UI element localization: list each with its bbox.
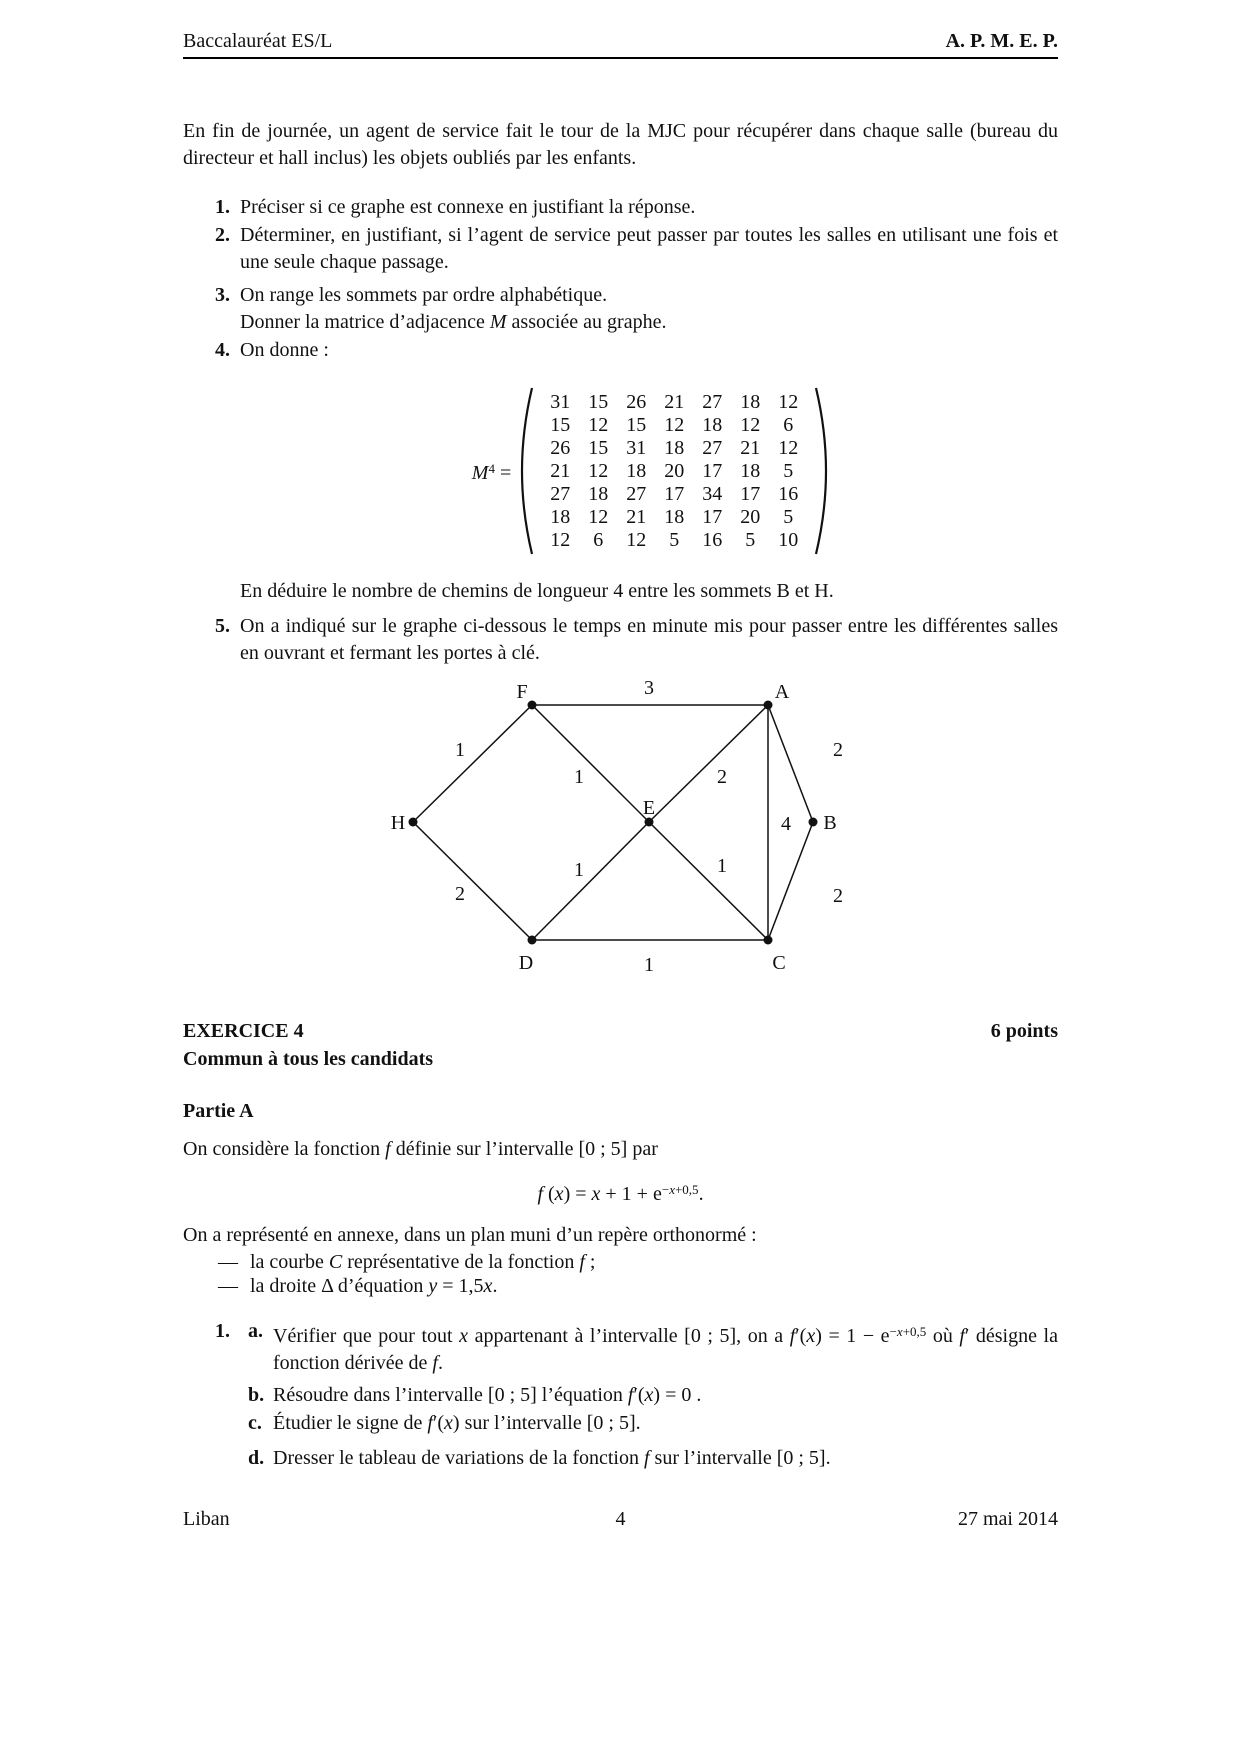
matrix-cell: 5 xyxy=(669,528,680,551)
text-segment: M xyxy=(489,311,507,333)
matrix-row xyxy=(541,414,807,437)
intro-paragraph: En fin de journée, un agent de service fait le tour de la MJC pour récupérer dans chaque salle (bureau du directeur et hall inclus) les objets oubliés par les enfants. xyxy=(183,120,1058,169)
matrix-cell: 17 xyxy=(740,482,761,505)
text-segment: On considère la fonction xyxy=(183,1138,386,1160)
function-formula xyxy=(183,1176,1058,1208)
matrix-cell: 16 xyxy=(778,482,799,505)
bullet-line-text xyxy=(250,1273,1058,1300)
matrix-cell: 20 xyxy=(664,459,685,482)
matrix-cell: 18 xyxy=(740,459,761,482)
matrix-cell: 12 xyxy=(550,528,571,551)
text-segment: + 1 + e xyxy=(600,1182,662,1205)
text-segment: x xyxy=(483,1275,493,1297)
sub-question-c xyxy=(183,1410,1058,1437)
graph-edge-weight-H-D: 2 xyxy=(455,883,465,905)
sub-question-b-text xyxy=(273,1382,1058,1409)
sub-question-d-text xyxy=(273,1445,1058,1472)
text-segment: +0,5 xyxy=(902,1324,927,1339)
text-segment: 4 xyxy=(488,461,495,477)
text-segment: ′ désigne la fonction dérivée de xyxy=(273,1324,1058,1374)
graph-vertex-F xyxy=(528,701,537,710)
matrix-equation xyxy=(213,385,1088,557)
text-segment: ; xyxy=(584,1251,596,1273)
matrix-cell: 20 xyxy=(740,505,761,528)
graph-vertex-A xyxy=(764,701,773,710)
matrix-cell: 15 xyxy=(626,413,647,436)
text-segment: x xyxy=(459,1324,469,1347)
matrix-cell: 31 xyxy=(626,436,647,459)
question-3 xyxy=(183,282,1058,336)
text-segment: x xyxy=(591,1182,601,1205)
text-segment: sur l’intervalle [0 ; 5]. xyxy=(649,1447,831,1469)
matrix-cell: 5 xyxy=(783,459,794,482)
graph-edge-weight-E-C: 1 xyxy=(717,855,727,877)
bullet-line xyxy=(183,1273,1058,1300)
matrix-cell: 18 xyxy=(664,505,685,528)
graph-vertex-B xyxy=(809,818,818,827)
header-right-title: A. P. M. E. P. xyxy=(945,30,1058,52)
matrix-cell: 12 xyxy=(588,413,609,436)
text-segment: f xyxy=(432,1351,438,1374)
graph-edge-weight-A-B: 2 xyxy=(833,739,843,761)
text-segment: f xyxy=(627,1384,634,1406)
text-segment: f xyxy=(385,1138,391,1160)
graph-vertex-label-H: H xyxy=(390,812,406,834)
matrix-cell: 15 xyxy=(588,436,609,459)
matrix-cell: 21 xyxy=(664,390,685,413)
graph-edge-weight-E-D: 1 xyxy=(574,859,584,881)
graph-edge-weight-F-A: 3 xyxy=(644,678,654,699)
matrix-cell: 10 xyxy=(778,528,799,551)
text-segment: ′( xyxy=(633,1384,645,1406)
footer-page-number: 4 xyxy=(615,1508,626,1530)
matrix-cell: 27 xyxy=(550,482,571,505)
graph-edge-A-B xyxy=(768,705,813,822)
matrix-cell: 18 xyxy=(626,459,647,482)
graph-vertex-label-D: D xyxy=(518,952,534,974)
matrix-cell: 12 xyxy=(778,436,799,459)
text-segment: M xyxy=(471,461,489,484)
text-segment: où xyxy=(926,1324,960,1347)
text-segment: Étudier le signe de xyxy=(273,1412,428,1434)
text-segment: la courbe xyxy=(250,1251,329,1273)
graph-edge-weight-F-E: 1 xyxy=(574,766,584,788)
question-5 xyxy=(183,613,1058,667)
question-3-line2 xyxy=(240,309,1058,336)
graph-edge-C-B xyxy=(768,822,813,940)
matrix-cell: 12 xyxy=(740,413,761,436)
page-footer xyxy=(183,1506,1058,1533)
matrix-cell: 31 xyxy=(550,390,571,413)
bullet-dash: — xyxy=(218,1251,238,1273)
matrix-cell: 6 xyxy=(783,413,794,436)
text-segment: la droite Δ d’équation xyxy=(250,1275,429,1297)
sub-question-b-letter: b. xyxy=(248,1384,265,1406)
text-segment: Vérifier que pour tout xyxy=(273,1324,460,1347)
matrix-cell: 17 xyxy=(702,459,723,482)
graph-vertex-label-B: B xyxy=(823,812,837,834)
text-segment: ) = xyxy=(563,1182,592,1205)
matrix-cell: 27 xyxy=(702,390,723,413)
matrix-cell: 26 xyxy=(550,436,571,459)
text-segment: = xyxy=(494,461,512,484)
graph-vertex-label-C: C xyxy=(772,952,786,974)
deduce-text: En déduire le nombre de chemins de longueur 4 entre les sommets B et H. xyxy=(240,580,834,602)
question-2-number: 2. xyxy=(215,224,230,246)
sub-question-d xyxy=(183,1445,1058,1472)
matrix-right-paren xyxy=(813,385,829,557)
graph-edge-E-D xyxy=(532,822,649,940)
question-5-number: 5. xyxy=(215,615,230,637)
graph-vertex-D xyxy=(528,936,537,945)
text-segment: +0,5 xyxy=(674,1182,699,1197)
text-segment: − xyxy=(889,1324,897,1339)
graph-edge-H-D xyxy=(413,822,532,940)
graph-edge-E-C xyxy=(649,822,768,940)
matrix-row xyxy=(541,437,807,460)
question-3-number: 3. xyxy=(215,284,230,306)
exercise4-heading-row xyxy=(183,1020,1058,1043)
matrix-row xyxy=(541,506,807,529)
bullet-curve xyxy=(183,1249,1058,1276)
text-segment: appartenant à l’intervalle [0 ; 5], on a xyxy=(468,1324,790,1347)
question-4-text: On donne : xyxy=(240,339,329,361)
text-segment: f xyxy=(427,1412,433,1434)
text-segment: . xyxy=(698,1182,704,1205)
text-segment: f xyxy=(789,1324,796,1347)
question-2 xyxy=(183,222,1058,276)
function-intro xyxy=(183,1136,1058,1163)
text-segment: x xyxy=(669,1182,675,1197)
text-segment: Résoudre dans l’intervalle [0 ; 5] l’équation xyxy=(273,1384,628,1406)
matrix-left-paren xyxy=(519,385,535,557)
text-segment: f xyxy=(579,1251,585,1273)
matrix-cell: 5 xyxy=(783,505,794,528)
text-segment: f xyxy=(643,1447,650,1469)
question-1-text: Préciser si ce graphe est connexe en justifiant la réponse. xyxy=(240,196,696,218)
exercise4-points: 6 points xyxy=(990,1020,1058,1042)
text-segment: ( xyxy=(548,1182,555,1205)
text-segment: = 1,5 xyxy=(437,1275,484,1297)
matrix-cell: 21 xyxy=(550,459,571,482)
bullet-dash: — xyxy=(218,1275,238,1297)
page-header xyxy=(183,30,1058,53)
sub-question-group-number: 1. xyxy=(215,1320,230,1342)
text-segment: Donner la matrice d’adjacence xyxy=(240,311,490,333)
text-segment: x xyxy=(554,1182,564,1205)
text-segment: ) sur l’intervalle [0 ; 5]. xyxy=(452,1412,641,1434)
question-2-text: Déterminer, en justifiant, si l’agent de service peut passer par toutes les salles en utilisant une fois et une seule chaque passage. xyxy=(240,224,1058,273)
sub-question-c-letter: c. xyxy=(248,1412,262,1434)
matrix-cell: 18 xyxy=(740,390,761,413)
matrix-cell: 6 xyxy=(593,528,604,551)
graph-vertex-H xyxy=(409,818,418,827)
matrix-cell: 12 xyxy=(626,528,647,551)
graph-vertex-label-E: E xyxy=(642,797,656,819)
text-segment: − xyxy=(661,1182,670,1197)
text-segment: x xyxy=(444,1412,453,1434)
matrix-cell: 15 xyxy=(550,413,571,436)
matrix-grid xyxy=(535,389,813,554)
matrix-cell: 26 xyxy=(626,390,647,413)
graph-edge-F-E xyxy=(532,705,649,822)
text-segment: x xyxy=(896,1324,903,1339)
question-5-text: On a indiqué sur le graphe ci-dessous le temps en minute mis pour passer entre les différentes salles en ouvrant et fermant les portes à clé. xyxy=(240,615,1058,664)
exercise4-subtitle: Commun à tous les candidats xyxy=(183,1048,434,1070)
matrix-label xyxy=(472,457,511,485)
header-rule xyxy=(183,57,1058,59)
text-segment: représentative de la fonction xyxy=(347,1251,580,1273)
deduce-line xyxy=(183,578,1058,605)
footer-date: 27 mai 2014 xyxy=(958,1508,1058,1530)
text-segment: x xyxy=(806,1324,816,1347)
matrix-cell: 18 xyxy=(550,505,571,528)
footer-place: Liban xyxy=(183,1508,230,1530)
question-4 xyxy=(183,337,1058,364)
matrix-cell: 18 xyxy=(588,482,609,505)
matrix-cell: 15 xyxy=(588,390,609,413)
sub-question-a-letter: a. xyxy=(248,1320,263,1342)
matrix-cell: 34 xyxy=(702,482,723,505)
text-segment: f xyxy=(537,1182,548,1205)
graph-edge-weight-D-C: 1 xyxy=(644,954,654,976)
exercise4-title: EXERCICE 4 xyxy=(183,1020,304,1042)
matrix-row xyxy=(541,483,807,506)
part-a-heading: Partie A xyxy=(183,1100,254,1122)
matrix-cell: 21 xyxy=(740,436,761,459)
question-4-number: 4. xyxy=(215,339,230,361)
graph-vertex-label-A: A xyxy=(774,681,790,703)
matrix-cell: 12 xyxy=(778,390,799,413)
header-left-title: Baccalauréat ES/L xyxy=(183,30,333,52)
text-segment: f xyxy=(959,1324,965,1347)
question-1-number: 1. xyxy=(215,196,230,218)
matrix-row xyxy=(541,460,807,483)
matrix-cell: 12 xyxy=(588,505,609,528)
graph-edge-F-H xyxy=(413,705,532,822)
graph-vertex-C xyxy=(764,936,773,945)
sub-question-b xyxy=(183,1382,1058,1409)
weighted-graph-figure xyxy=(360,678,880,978)
text-segment: ′( xyxy=(432,1412,445,1434)
bullet-curve-text xyxy=(250,1249,1058,1276)
text-segment: ) = 1 − e xyxy=(815,1324,890,1347)
text-segment: définie sur l’intervalle [0 ; 5] par xyxy=(390,1138,658,1160)
graph-edge-weight-C-B: 2 xyxy=(833,885,843,907)
text-segment: . xyxy=(492,1275,498,1297)
graph-edge-weight-A-C: 4 xyxy=(781,813,791,835)
text-segment: . xyxy=(437,1351,443,1374)
matrix-cell: 17 xyxy=(664,482,685,505)
matrix-cell: 18 xyxy=(702,413,723,436)
text-segment: associée au graphe. xyxy=(506,311,667,333)
question-3-line1: On range les sommets par ordre alphabétique. xyxy=(240,284,608,306)
text-segment: Dresser le tableau de variations de la fonction xyxy=(273,1447,644,1469)
matrix-cell: 18 xyxy=(664,436,685,459)
text-segment: x xyxy=(644,1384,654,1406)
matrix-cell: 27 xyxy=(626,482,647,505)
sub-question-a xyxy=(183,1318,1058,1377)
matrix-cell: 21 xyxy=(626,505,647,528)
graph-vertex-label-F: F xyxy=(516,681,528,703)
annexe-paragraph: On a représenté en annexe, dans un plan muni d’un repère orthonormé : xyxy=(183,1224,757,1246)
matrix-cell: 5 xyxy=(745,528,756,551)
graph-edge-weight-F-H: 1 xyxy=(455,739,465,761)
question-1 xyxy=(183,194,1058,221)
text-segment: y xyxy=(428,1275,438,1297)
text-segment: C xyxy=(328,1251,348,1273)
text-segment: ) = 0 . xyxy=(653,1384,702,1406)
matrix-cell: 16 xyxy=(702,528,723,551)
matrix-cell: 17 xyxy=(702,505,723,528)
matrix-row xyxy=(541,391,807,414)
matrix-cell: 12 xyxy=(588,459,609,482)
graph-edge-E-A xyxy=(649,705,768,822)
matrix-row xyxy=(541,529,807,552)
sub-question-a-text xyxy=(273,1318,1058,1377)
matrix-cell: 12 xyxy=(664,413,685,436)
sub-question-d-letter: d. xyxy=(248,1447,265,1469)
text-segment: ′( xyxy=(795,1324,807,1347)
graph-edge-weight-E-A: 2 xyxy=(717,766,727,788)
matrix-cell: 27 xyxy=(702,436,723,459)
sub-question-c-text xyxy=(273,1410,1058,1437)
